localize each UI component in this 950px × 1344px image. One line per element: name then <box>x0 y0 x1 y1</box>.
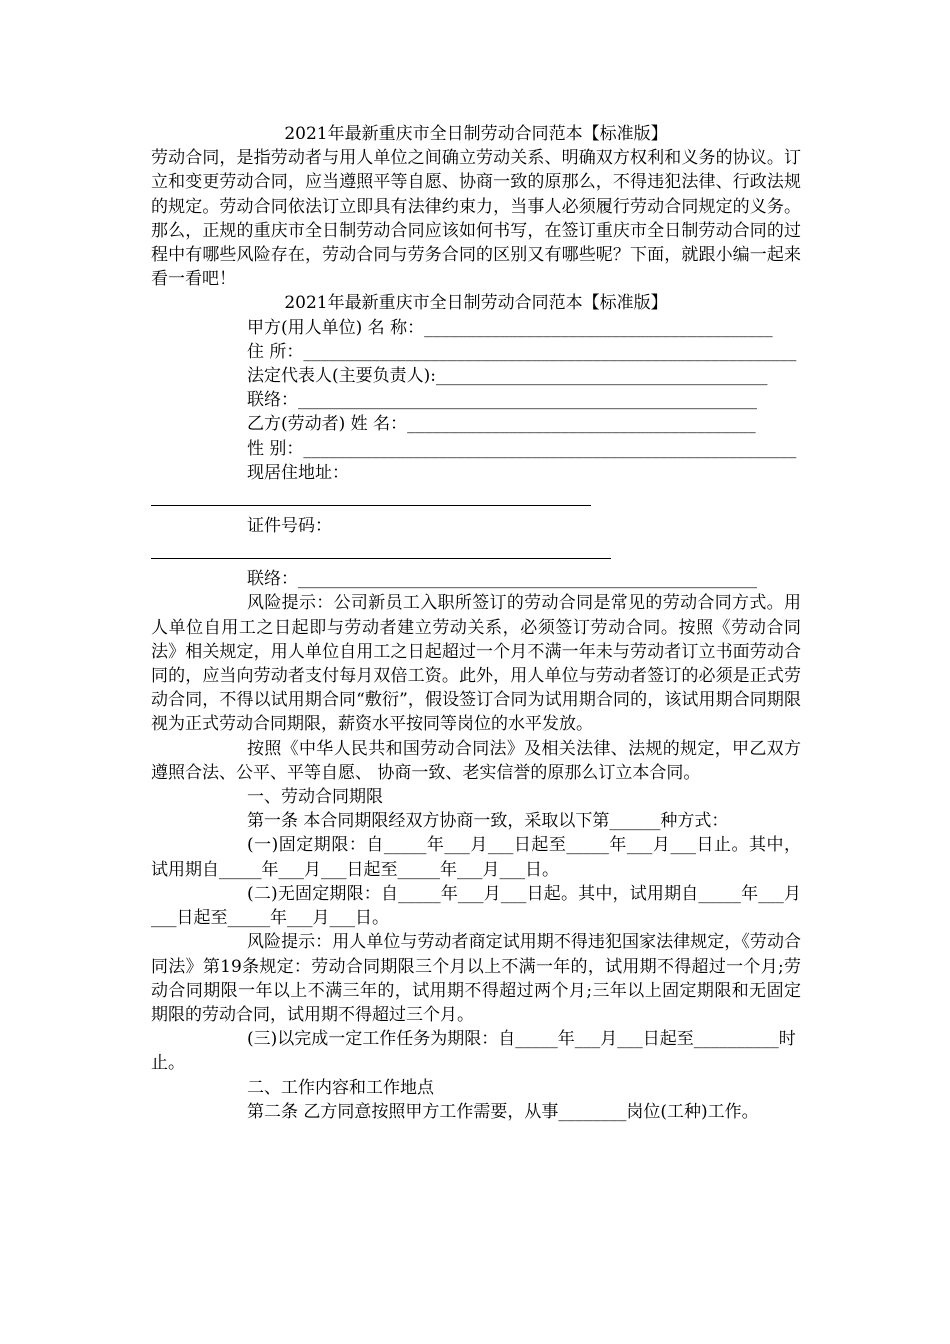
intro-paragraph: 劳动合同，是指劳动者与用人单位之间确立劳动关系、明确双方权利和义务的协议。订立和变更劳动合同，应当遵照平等自愿、协商一致的原那么，不得违犯法律、行政法规的规定。劳动合同依法订立即具有法律约束力，当事人必须履行劳动合同规定的义务。那么，正规的重庆市全日制劳动合同应该如何书写，在签订重庆市全日制劳动合同的过程中有哪些风险存在，劳动合同与劳务合同的区别又有哪些呢？下面，就跟小编一起来看一看吧！ <box>151 148 801 290</box>
address-blank-line <box>151 485 591 506</box>
contract-subtitle: 2021年最新重庆市全日制劳动合同范本【标准版】 <box>284 293 668 314</box>
field-current-address-label: 现居住地址： <box>247 462 349 483</box>
section-heading-1: 一、劳动合同期限 <box>247 787 383 808</box>
field-address: 住 所：__________________________________________________________ <box>247 341 797 362</box>
field-gender: 性 别：__________________________________________________________ <box>247 438 797 459</box>
risk-note-2: 风险提示：用人单位与劳动者商定试用期不得违犯国家法律规定，《劳动合同法》第19条规定：劳动合同期限三个月以上不满一年的，试用期不得超过一个月;劳动合同期限一年以上不满三年的，试用期不得超过两个月;三年以上固定期限和无固定期限的劳动合同，试用期不得超过三个月。 <box>151 932 801 1025</box>
risk-note-1: 风险提示：公司新员工入职所签订的劳动合同是常见的劳动合同方式。用人单位自用工之日起即与劳动者建立劳动关系，必须签订劳动合同。按照《劳动合同法》相关规定，用人单位自用工之日起超过一个月不满一年未与劳动者订立书面劳动合同的，应当向劳动者支付每月双倍工资。此外，用人单位与劳动者签订的必须是正式劳动合同，不得以试用期合同“敷衍”，假设签订合同为试用期合同的，该试用期合同期限视为正式劳动合同期限，薪资水平按同等岗位的水平发放。 <box>151 593 801 735</box>
fixed-term-clause: (一)固定期限：自_____年___月___日起至_____年___月___日止。其中，试用期自_____年___月___日起至_____年___月___日。 <box>151 835 801 880</box>
article-2: 第二条 乙方同意按照甲方工作需要，从事________岗位(工种)工作。 <box>247 1101 759 1122</box>
field-id-number-label: 证件号码： <box>247 516 332 537</box>
article-1: 第一条 本合同期限经双方协商一致，采取以下第______种方式： <box>247 811 729 832</box>
document-page <box>151 122 801 1124</box>
field-contact: 联络：______________________________________________________ <box>247 390 757 411</box>
field-employer-name: 甲方(用人单位) 名 称：_________________________________________ <box>247 317 773 338</box>
document-title: 2021年最新重庆市全日制劳动合同范本【标准版】 <box>284 124 668 144</box>
section-heading-2: 二、工作内容和工作地点 <box>247 1077 434 1098</box>
field-legal-rep: 法定代表人(主要负责人):_______________________________________ <box>247 366 768 387</box>
field-contact-2: 联络：______________________________________________________ <box>247 569 757 590</box>
id-number-blank-line <box>151 538 611 559</box>
task-term-clause: (三)以完成一定工作任务为期限：自_____年___月___日起至__________时止。 <box>151 1029 796 1074</box>
field-employee-name: 乙方(劳动者) 姓 名：_________________________________________ <box>247 414 756 435</box>
legal-basis-paragraph: 按照《中华人民共和国劳动合同法》及相关法律、法规的规定，甲乙双方遵照合法、公平、平等自愿、 协商一致、老实信誉的原那么订立本合同。 <box>151 738 801 783</box>
non-fixed-term-clause: (二)无固定期限：自_____年___月___日起。其中，试用期自_____年___月___日起至_____年___月___日。 <box>151 883 801 929</box>
